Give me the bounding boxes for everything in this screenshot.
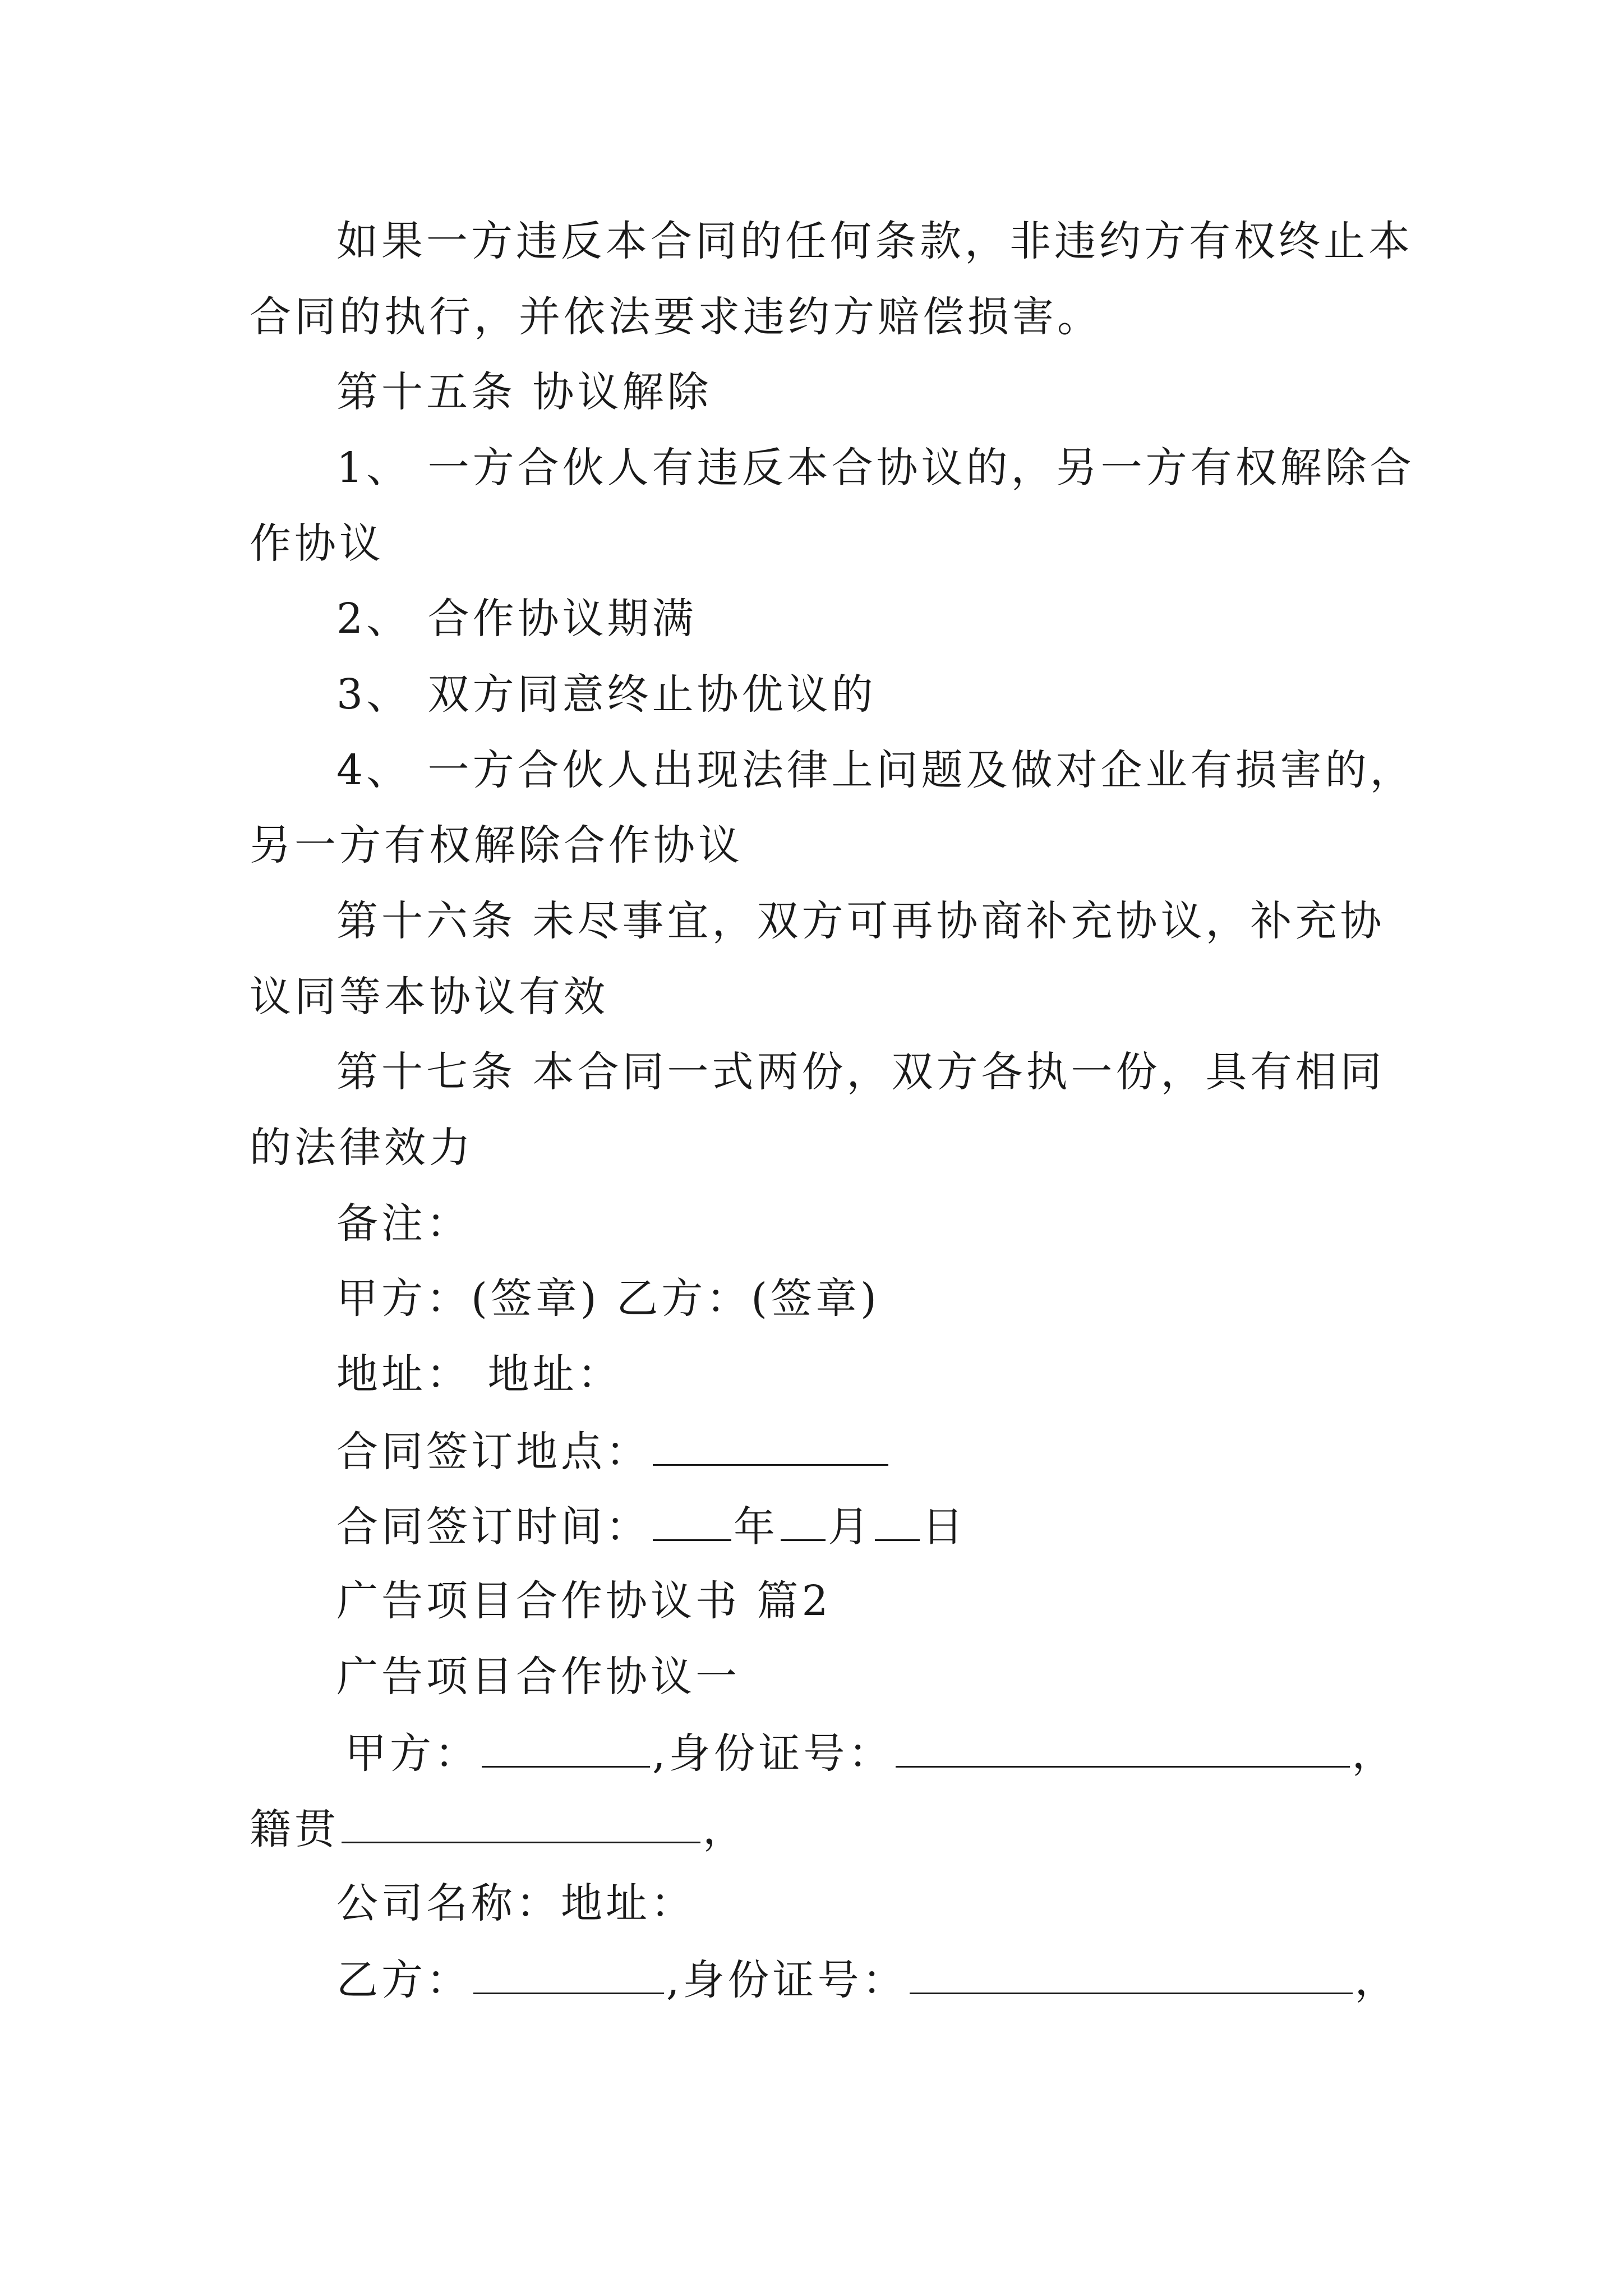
day-label: 日 [922,1503,967,1551]
remarks-label: 备注： [336,1199,471,1248]
article-17-line-2: 的法律效力 [250,1124,474,1172]
second-agreement-heading: 广告项目合作协议书 篇2 [336,1577,832,1625]
article-15-item-3: 3、 双方同意终止协优议的 [336,670,877,719]
party-a-id-label: ,身份证号： [652,1729,893,1778]
article-16-line-2: 议同等本协议有效 [250,973,608,1021]
signing-time-line [336,1503,967,1551]
signature-parties: 甲方：(签章) 乙方：(签章) [336,1274,880,1323]
party-a-name-blank[interactable] [482,1731,650,1768]
article-15-item-4-line-2: 另一方有权解除合作协议 [250,821,743,869]
signing-place-blank[interactable] [653,1429,888,1466]
party-a-label: 甲方： [345,1729,479,1778]
party-b-comma: ， [1354,1956,1400,2004]
month-blank[interactable] [781,1504,826,1541]
article-15-item-1-line-1: 1、 一方合伙人有违反本合协议的，另一方有权解除合 [336,444,1415,492]
year-blank[interactable] [653,1504,731,1541]
party-b-line [336,1956,1400,2004]
article-17-line-1: 第十七条 本合同一式两份，双方各执一份，具有相同 [336,1048,1385,1096]
origin-comma: ， [703,1805,748,1853]
signing-place-line [336,1428,891,1476]
party-a-id-blank[interactable] [896,1731,1350,1768]
article-15-item-2: 2、 合作协议期满 [336,595,697,643]
article-16-line-1: 第十六条 未尽事宜，双方可再协商补充协议，补充协 [336,897,1385,945]
day-blank[interactable] [875,1504,920,1541]
article-15-item-4-line-1: 4、 一方合伙人出现法律上问题及做对企业有损害的， [336,746,1415,794]
signing-time-label: 合同签订时间： [336,1503,651,1551]
origin-label: 籍贯 [250,1805,339,1853]
origin-blank[interactable] [342,1807,700,1843]
party-a-line [345,1729,1397,1778]
signing-place-label: 合同签订地点： [336,1428,651,1476]
article-15-item-1-line-2: 作协议 [250,519,384,568]
breach-clause-line-2: 合同的执行，并依法要求违约方赔偿损害。 [250,293,1102,341]
article-15-title: 第十五条 协议解除 [336,368,712,416]
party-b-name-blank[interactable] [473,1958,664,1994]
party-a-comma: ， [1352,1729,1397,1778]
origin-line [250,1805,748,1853]
company-address-line: 公司名称：地址： [336,1879,695,1927]
month-label: 月 [828,1503,873,1551]
address-labels: 地址： 地址： [336,1350,623,1398]
second-agreement-subheading: 广告项目合作协议一 [336,1653,740,1701]
year-label: 年 [734,1503,778,1551]
party-b-id-blank[interactable] [910,1958,1353,1994]
party-b-id-label: ,身份证号： [666,1956,907,2004]
party-b-label: 乙方： [336,1956,471,2004]
breach-clause-line-1: 如果一方违反本合同的任何条款，非违约方有权终止本 [336,217,1413,265]
